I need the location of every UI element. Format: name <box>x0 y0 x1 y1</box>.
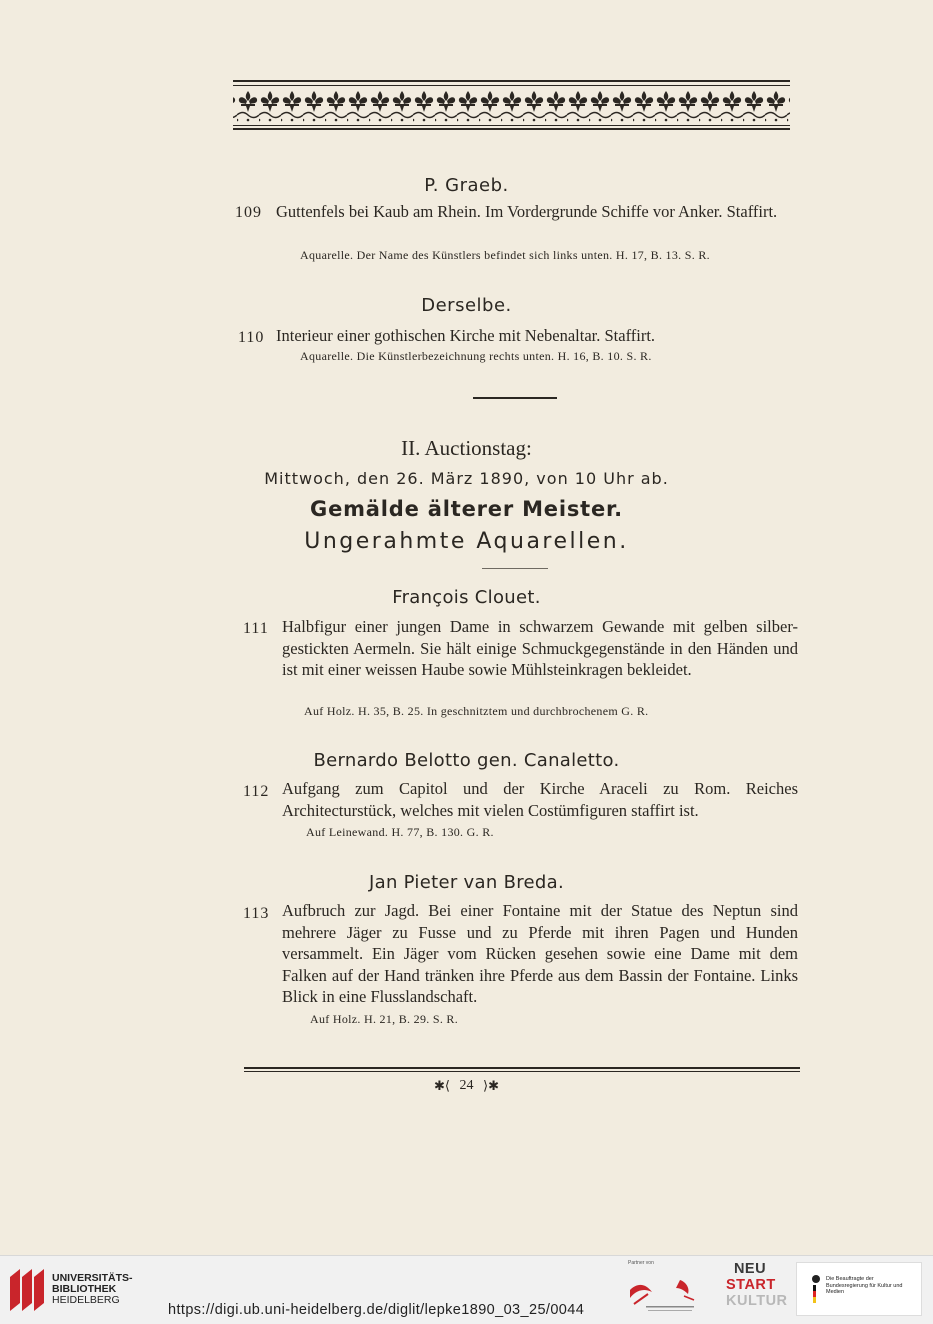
artist-heading-derselbe: Derselbe. <box>421 295 512 316</box>
bkm-logo[interactable]: Die Beauftragte der Bundesregierung für Kultur und Medien <box>796 1262 922 1316</box>
category-heading: Gemälde älterer Meister. <box>310 497 623 521</box>
lot-description: Aufgang zum Capitol und der Kirche Araceli zu Rom. Reiches Architecturstück, welches mit vielen Costümfiguren staffirt ist. <box>282 779 798 820</box>
library-footer <box>0 1255 933 1324</box>
header-rule <box>233 85 790 86</box>
header-rule <box>233 80 790 82</box>
lot-number: 112 <box>243 783 270 800</box>
library-name[interactable]: UNIVERSITÄTS- BIBLIOTHEK HEIDELBERG <box>52 1272 133 1306</box>
right-ornament-icon: ⟩✱ <box>483 1078 499 1094</box>
section-separator <box>482 568 548 569</box>
auction-date-line: Mittwoch, den 26. März 1890, von 10 Uhr ab. <box>264 469 669 488</box>
footer-rule <box>244 1071 800 1072</box>
lot-description: Halbfigur einer jungen Dame in schwarzem Gewande mit gelben silber-gestickten Aermeln. Sie hält einige Schmuckgegenstände in den Händen und ist mit einer weissen Haube sowie Mühlsteinkragen bekleidet. <box>282 617 798 679</box>
section-separator <box>473 397 557 399</box>
left-ornament-icon: ✱⟨ <box>434 1078 450 1094</box>
neustart-kultur-logo[interactable]: NEU START KULTUR <box>726 1261 788 1309</box>
page-number: 24 <box>459 1078 474 1093</box>
lot-number: 113 <box>243 905 270 922</box>
fleur-ornament-icon <box>233 89 790 124</box>
lot-note: Auf Holz. H. 21, B. 29. S. R. <box>310 1012 459 1026</box>
lot-description: Interieur einer gothischen Kirche mit Nebenaltar. Staffirt. <box>276 326 656 345</box>
university-library-logo-icon[interactable] <box>8 1267 46 1313</box>
artist-heading-breda: Jan Pieter van Breda. <box>369 872 564 893</box>
lot-note: Aquarelle. Die Künstlerbezeichnung rechts unten. H. 16, B. 10. S. R. <box>300 349 652 363</box>
page-number-row <box>0 1078 933 1094</box>
header-rule <box>233 128 790 130</box>
lot-description: Aufbruch zur Jagd. Bei einer Fontaine mit der Statue des Neptun sind mehrere Jäger zu Fusse und zu Pferde mit ihren Pagen und Hunden versammelt. Ein Jäger vom Rücken gesehen sowie eine Dame mit dem Falken auf der Hand tränken ihre Pferde aus dem Bassin der Fontaine. Links Blick in eine Flusslandschaft. <box>282 901 798 1006</box>
lot-note: Auf Leinewand. H. 77, B. 130. G. R. <box>306 825 494 839</box>
lot-description: Guttenfels bei Kaub am Rhein. Im Vordergrunde Schiffe vor Anker. Staffirt. <box>276 202 778 221</box>
federal-eagle-flag-icon <box>809 1273 823 1305</box>
ornament-header-band <box>233 80 790 132</box>
footer-rule <box>244 1067 800 1069</box>
lot-note: Aquarelle. Der Name des Künstlers befindet sich links unten. H. 17, B. 13. S. R. <box>300 248 710 262</box>
deutsche-digitale-bibliothek-logo-icon[interactable] <box>624 1270 714 1316</box>
page-url[interactable]: https://digi.ub.uni-heidelberg.de/diglit/lepke1890_03_25/0044 <box>168 1302 585 1318</box>
lot-number: 109 <box>235 204 262 221</box>
artist-heading-belotto: Bernardo Belotto gen. Canaletto. <box>313 750 620 771</box>
auction-day-title: II. Auctionstag: <box>401 436 532 460</box>
lot-number: 110 <box>238 329 265 346</box>
header-rule <box>233 125 790 126</box>
partner-label: Partner von <box>628 1260 654 1266</box>
lot-number: 111 <box>243 620 269 637</box>
artist-heading-graeb: P. Graeb. <box>424 175 509 196</box>
lot-note: Auf Holz. H. 35, B. 25. In geschnitztem und durchbrochenem G. R. <box>304 704 649 718</box>
artist-heading-clouet: François Clouet. <box>392 587 541 608</box>
subcategory-heading: Ungerahmte Aquarellen. <box>304 529 629 554</box>
